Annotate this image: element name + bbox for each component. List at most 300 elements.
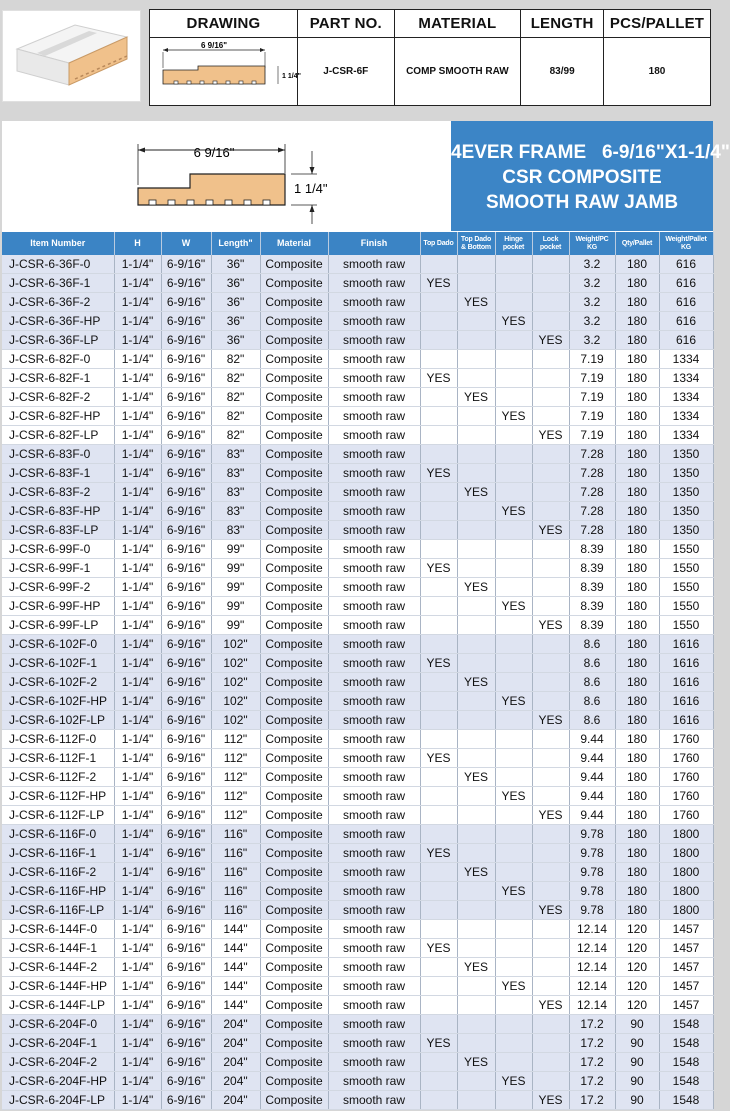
cell-finish: smooth raw — [328, 692, 420, 711]
cell-h: 1-1/4" — [114, 578, 161, 597]
table-row — [2, 1053, 713, 1072]
jamb-profile-small — [150, 38, 302, 102]
cell-material: Composite — [260, 331, 328, 350]
cell-material: Composite — [260, 749, 328, 768]
cell-top-dado-bottom — [457, 407, 495, 426]
cell-item-number: J-CSR-6-83F-0 — [2, 445, 114, 464]
cell-finish: smooth raw — [328, 1091, 420, 1110]
cell-hinge-pocket — [495, 559, 532, 578]
cell-qty-pallet: 90 — [615, 1034, 659, 1053]
cell-weight-pc: 7.19 — [569, 407, 615, 426]
cell-weight-pallet: 1616 — [659, 673, 713, 692]
cell-weight-pallet: 1350 — [659, 521, 713, 540]
cell-qty-pallet: 180 — [615, 787, 659, 806]
cell-hinge-pocket — [495, 1091, 532, 1110]
cell-weight-pallet: 1616 — [659, 711, 713, 730]
cell-lock-pocket — [532, 388, 569, 407]
cell-h: 1-1/4" — [114, 863, 161, 882]
cell-weight-pc: 17.2 — [569, 1053, 615, 1072]
cell-w: 6-9/16" — [161, 369, 211, 388]
cell-weight-pc: 9.78 — [569, 901, 615, 920]
cell-hinge-pocket — [495, 369, 532, 388]
cell-item-number: J-CSR-6-144F-2 — [2, 958, 114, 977]
cell-item-number: J-CSR-6-83F-2 — [2, 483, 114, 502]
spec-part-no: J-CSR-6F — [297, 38, 394, 106]
cell-top-dado — [420, 673, 457, 692]
cell-weight-pc: 8.39 — [569, 597, 615, 616]
cell-top-dado-bottom — [457, 616, 495, 635]
cell-finish: smooth raw — [328, 787, 420, 806]
cell-item-number: J-CSR-6-102F-1 — [2, 654, 114, 673]
cell-item-number: J-CSR-6-36F-2 — [2, 293, 114, 312]
cell-qty-pallet: 180 — [615, 673, 659, 692]
jamb-profile-large — [2, 121, 450, 231]
cell-finish: smooth raw — [328, 844, 420, 863]
cell-hinge-pocket — [495, 939, 532, 958]
product-title-line-1: 4EVER FRAME 6-9/16"X1-1/4" — [451, 142, 730, 163]
cell-qty-pallet: 180 — [615, 331, 659, 350]
cell-h: 1-1/4" — [114, 939, 161, 958]
cell-material: Composite — [260, 1034, 328, 1053]
cell-length: 102" — [211, 673, 260, 692]
col-length: Length" — [211, 232, 260, 255]
cell-lock-pocket: YES — [532, 331, 569, 350]
cell-lock-pocket — [532, 1072, 569, 1091]
cell-material: Composite — [260, 882, 328, 901]
cell-hinge-pocket: YES — [495, 882, 532, 901]
cell-weight-pallet: 1334 — [659, 350, 713, 369]
cell-lock-pocket — [532, 502, 569, 521]
cell-h: 1-1/4" — [114, 312, 161, 331]
cell-hinge-pocket — [495, 920, 532, 939]
col-qty-pallet: Qty/Pallet — [615, 232, 659, 255]
cell-lock-pocket — [532, 578, 569, 597]
cell-lock-pocket — [532, 787, 569, 806]
spec-header-material: MATERIAL — [394, 10, 521, 38]
cell-w: 6-9/16" — [161, 559, 211, 578]
cell-top-dado-bottom — [457, 597, 495, 616]
cell-lock-pocket — [532, 958, 569, 977]
cell-finish: smooth raw — [328, 426, 420, 445]
cell-length: 144" — [211, 958, 260, 977]
cell-item-number: J-CSR-6-204F-LP — [2, 1091, 114, 1110]
cell-qty-pallet: 180 — [615, 825, 659, 844]
cell-top-dado-bottom — [457, 977, 495, 996]
cell-weight-pc: 7.28 — [569, 483, 615, 502]
cell-weight-pc: 3.2 — [569, 255, 615, 274]
cell-length: 144" — [211, 939, 260, 958]
cell-qty-pallet: 90 — [615, 1091, 659, 1110]
cell-w: 6-9/16" — [161, 654, 211, 673]
cell-finish: smooth raw — [328, 939, 420, 958]
cell-weight-pallet: 1760 — [659, 749, 713, 768]
cell-top-dado — [420, 255, 457, 274]
cell-qty-pallet: 180 — [615, 559, 659, 578]
cell-length: 36" — [211, 312, 260, 331]
cell-qty-pallet: 180 — [615, 692, 659, 711]
cell-h: 1-1/4" — [114, 521, 161, 540]
cell-lock-pocket — [532, 255, 569, 274]
cell-item-number: J-CSR-6-144F-1 — [2, 939, 114, 958]
col-lock-pocket: Lock pocket — [532, 232, 569, 255]
cell-qty-pallet: 180 — [615, 711, 659, 730]
cell-length: 99" — [211, 540, 260, 559]
cell-weight-pc: 12.14 — [569, 958, 615, 977]
cell-w: 6-9/16" — [161, 882, 211, 901]
cell-weight-pc: 7.28 — [569, 521, 615, 540]
cell-w: 6-9/16" — [161, 1091, 211, 1110]
cell-weight-pallet: 1457 — [659, 920, 713, 939]
cell-top-dado — [420, 882, 457, 901]
cell-item-number: J-CSR-6-116F-1 — [2, 844, 114, 863]
cell-finish: smooth raw — [328, 730, 420, 749]
cell-top-dado-bottom: YES — [457, 673, 495, 692]
cell-hinge-pocket — [495, 1053, 532, 1072]
cell-qty-pallet: 120 — [615, 958, 659, 977]
cell-length: 204" — [211, 1072, 260, 1091]
cell-length: 83" — [211, 445, 260, 464]
cell-hinge-pocket: YES — [495, 407, 532, 426]
cell-w: 6-9/16" — [161, 255, 211, 274]
cell-qty-pallet: 180 — [615, 540, 659, 559]
cell-finish: smooth raw — [328, 673, 420, 692]
cell-item-number: J-CSR-6-36F-LP — [2, 331, 114, 350]
cell-material: Composite — [260, 388, 328, 407]
cell-weight-pc: 12.14 — [569, 920, 615, 939]
cell-hinge-pocket — [495, 483, 532, 502]
cell-weight-pc: 12.14 — [569, 977, 615, 996]
cell-material: Composite — [260, 521, 328, 540]
cell-top-dado-bottom — [457, 996, 495, 1015]
cell-hinge-pocket: YES — [495, 312, 532, 331]
cell-weight-pallet: 616 — [659, 331, 713, 350]
cell-weight-pallet: 1800 — [659, 825, 713, 844]
cell-w: 6-9/16" — [161, 426, 211, 445]
col-weight-pallet: Weight/Pallet KG — [659, 232, 713, 255]
cell-material: Composite — [260, 426, 328, 445]
cell-h: 1-1/4" — [114, 749, 161, 768]
cell-top-dado — [420, 901, 457, 920]
cell-lock-pocket — [532, 692, 569, 711]
cell-weight-pallet: 1550 — [659, 559, 713, 578]
table-row — [2, 654, 713, 673]
cell-material: Composite — [260, 1091, 328, 1110]
cell-w: 6-9/16" — [161, 274, 211, 293]
cell-lock-pocket: YES — [532, 806, 569, 825]
cell-h: 1-1/4" — [114, 635, 161, 654]
cell-item-number: J-CSR-6-112F-0 — [2, 730, 114, 749]
cell-material: Composite — [260, 996, 328, 1015]
cell-top-dado — [420, 1053, 457, 1072]
cell-weight-pc: 17.2 — [569, 1091, 615, 1110]
cell-item-number: J-CSR-6-36F-0 — [2, 255, 114, 274]
cell-top-dado — [420, 293, 457, 312]
cell-w: 6-9/16" — [161, 939, 211, 958]
spec-length: 83/99 — [521, 38, 604, 106]
cell-top-dado — [420, 1015, 457, 1034]
cell-hinge-pocket: YES — [495, 597, 532, 616]
cell-hinge-pocket — [495, 445, 532, 464]
cell-h: 1-1/4" — [114, 369, 161, 388]
cell-finish: smooth raw — [328, 350, 420, 369]
cell-top-dado-bottom — [457, 502, 495, 521]
cell-lock-pocket — [532, 1053, 569, 1072]
cell-weight-pc: 8.39 — [569, 616, 615, 635]
cell-length: 83" — [211, 483, 260, 502]
cell-lock-pocket: YES — [532, 1091, 569, 1110]
cell-weight-pc: 9.44 — [569, 730, 615, 749]
cell-top-dado-bottom — [457, 274, 495, 293]
cell-w: 6-9/16" — [161, 502, 211, 521]
cell-weight-pallet: 1548 — [659, 1015, 713, 1034]
cell-h: 1-1/4" — [114, 901, 161, 920]
cell-weight-pc: 17.2 — [569, 1072, 615, 1091]
cell-finish: smooth raw — [328, 635, 420, 654]
cell-finish: smooth raw — [328, 768, 420, 787]
cell-hinge-pocket — [495, 825, 532, 844]
cell-top-dado — [420, 806, 457, 825]
cell-hinge-pocket — [495, 749, 532, 768]
table-row — [2, 331, 713, 350]
cell-h: 1-1/4" — [114, 559, 161, 578]
col-w: W — [161, 232, 211, 255]
cell-item-number: J-CSR-6-99F-2 — [2, 578, 114, 597]
cell-top-dado: YES — [420, 844, 457, 863]
cell-top-dado — [420, 1072, 457, 1091]
cell-top-dado-bottom — [457, 1015, 495, 1034]
cell-top-dado: YES — [420, 749, 457, 768]
cell-length: 83" — [211, 521, 260, 540]
cell-top-dado: YES — [420, 1034, 457, 1053]
cell-weight-pc: 8.6 — [569, 692, 615, 711]
cell-w: 6-9/16" — [161, 293, 211, 312]
cell-weight-pallet: 1457 — [659, 958, 713, 977]
cell-qty-pallet: 180 — [615, 350, 659, 369]
cell-top-dado-bottom — [457, 635, 495, 654]
cell-qty-pallet: 180 — [615, 293, 659, 312]
cell-material: Composite — [260, 863, 328, 882]
table-row — [2, 1015, 713, 1034]
cell-finish: smooth raw — [328, 749, 420, 768]
cell-top-dado-bottom — [457, 882, 495, 901]
cell-finish: smooth raw — [328, 806, 420, 825]
cell-hinge-pocket — [495, 711, 532, 730]
cell-lock-pocket — [532, 768, 569, 787]
cell-top-dado — [420, 312, 457, 331]
cell-length: 82" — [211, 426, 260, 445]
cell-w: 6-9/16" — [161, 977, 211, 996]
cell-w: 6-9/16" — [161, 407, 211, 426]
cell-finish: smooth raw — [328, 825, 420, 844]
table-row — [2, 540, 713, 559]
table-row — [2, 388, 713, 407]
cell-length: 112" — [211, 806, 260, 825]
cell-lock-pocket — [532, 274, 569, 293]
cell-h: 1-1/4" — [114, 768, 161, 787]
cell-item-number: J-CSR-6-112F-HP — [2, 787, 114, 806]
cell-top-dado — [420, 787, 457, 806]
cell-finish: smooth raw — [328, 1072, 420, 1091]
cell-weight-pallet: 1334 — [659, 407, 713, 426]
cell-material: Composite — [260, 692, 328, 711]
cell-material: Composite — [260, 901, 328, 920]
cell-w: 6-9/16" — [161, 521, 211, 540]
cell-item-number: J-CSR-6-82F-LP — [2, 426, 114, 445]
cell-qty-pallet: 180 — [615, 749, 659, 768]
cell-h: 1-1/4" — [114, 1034, 161, 1053]
cell-h: 1-1/4" — [114, 483, 161, 502]
cell-length: 99" — [211, 559, 260, 578]
cell-hinge-pocket — [495, 464, 532, 483]
cell-material: Composite — [260, 939, 328, 958]
cell-weight-pallet: 1548 — [659, 1034, 713, 1053]
cell-top-dado — [420, 692, 457, 711]
cell-material: Composite — [260, 673, 328, 692]
table-row — [2, 920, 713, 939]
cell-finish: smooth raw — [328, 274, 420, 293]
table-row — [2, 464, 713, 483]
cell-weight-pc: 7.19 — [569, 388, 615, 407]
cell-material: Composite — [260, 464, 328, 483]
cell-weight-pc: 9.78 — [569, 825, 615, 844]
cell-weight-pc: 8.39 — [569, 540, 615, 559]
cell-lock-pocket — [532, 749, 569, 768]
cell-w: 6-9/16" — [161, 749, 211, 768]
cell-finish: smooth raw — [328, 863, 420, 882]
cell-h: 1-1/4" — [114, 1091, 161, 1110]
cell-hinge-pocket — [495, 996, 532, 1015]
cell-item-number: J-CSR-6-102F-2 — [2, 673, 114, 692]
cell-weight-pc: 9.44 — [569, 749, 615, 768]
cell-lock-pocket — [532, 1015, 569, 1034]
cell-item-number: J-CSR-6-116F-2 — [2, 863, 114, 882]
cell-material: Composite — [260, 483, 328, 502]
cell-weight-pallet: 1457 — [659, 939, 713, 958]
cell-w: 6-9/16" — [161, 825, 211, 844]
cell-item-number: J-CSR-6-99F-0 — [2, 540, 114, 559]
cell-top-dado — [420, 920, 457, 939]
cell-weight-pc: 7.19 — [569, 369, 615, 388]
cell-top-dado-bottom: YES — [457, 768, 495, 787]
cell-qty-pallet: 180 — [615, 578, 659, 597]
cell-lock-pocket — [532, 730, 569, 749]
cell-weight-pallet: 1760 — [659, 768, 713, 787]
cell-material: Composite — [260, 730, 328, 749]
spec-drawing — [150, 38, 302, 106]
cell-hinge-pocket — [495, 331, 532, 350]
cell-w: 6-9/16" — [161, 331, 211, 350]
cell-length: 144" — [211, 996, 260, 1015]
cell-h: 1-1/4" — [114, 654, 161, 673]
cell-qty-pallet: 180 — [615, 502, 659, 521]
cell-top-dado-bottom — [457, 331, 495, 350]
spec-drawing-height: 1 1/4" — [282, 73, 302, 80]
cell-material: Composite — [260, 768, 328, 787]
cell-top-dado-bottom — [457, 350, 495, 369]
cell-item-number: J-CSR-6-83F-HP — [2, 502, 114, 521]
cell-item-number: J-CSR-6-83F-1 — [2, 464, 114, 483]
cell-item-number: J-CSR-6-102F-HP — [2, 692, 114, 711]
cell-hinge-pocket — [495, 540, 532, 559]
cell-h: 1-1/4" — [114, 882, 161, 901]
table-row — [2, 616, 713, 635]
cell-weight-pc: 9.78 — [569, 863, 615, 882]
cell-material: Composite — [260, 255, 328, 274]
cell-top-dado — [420, 331, 457, 350]
cell-top-dado-bottom — [457, 464, 495, 483]
cell-weight-pallet: 616 — [659, 274, 713, 293]
cell-length: 116" — [211, 863, 260, 882]
cell-weight-pallet: 1800 — [659, 901, 713, 920]
cell-length: 83" — [211, 502, 260, 521]
cell-w: 6-9/16" — [161, 578, 211, 597]
cell-w: 6-9/16" — [161, 958, 211, 977]
cell-weight-pallet: 616 — [659, 293, 713, 312]
cell-w: 6-9/16" — [161, 540, 211, 559]
cell-weight-pc: 7.19 — [569, 426, 615, 445]
cell-hinge-pocket: YES — [495, 692, 532, 711]
cell-top-dado-bottom — [457, 749, 495, 768]
cell-h: 1-1/4" — [114, 293, 161, 312]
cell-w: 6-9/16" — [161, 673, 211, 692]
cell-w: 6-9/16" — [161, 901, 211, 920]
cell-top-dado-bottom — [457, 559, 495, 578]
table-row — [2, 426, 713, 445]
cell-weight-pallet: 1616 — [659, 654, 713, 673]
cell-top-dado-bottom — [457, 806, 495, 825]
spec-drawing-width: 6 9/16" — [201, 41, 228, 50]
cell-length: 102" — [211, 711, 260, 730]
cell-w: 6-9/16" — [161, 312, 211, 331]
cell-h: 1-1/4" — [114, 996, 161, 1015]
cell-item-number: J-CSR-6-112F-1 — [2, 749, 114, 768]
cell-finish: smooth raw — [328, 996, 420, 1015]
cell-weight-pc: 8.6 — [569, 673, 615, 692]
cell-weight-pc: 9.44 — [569, 787, 615, 806]
cell-weight-pallet: 1760 — [659, 787, 713, 806]
cell-w: 6-9/16" — [161, 711, 211, 730]
cell-qty-pallet: 180 — [615, 882, 659, 901]
table-row — [2, 578, 713, 597]
cell-finish: smooth raw — [328, 464, 420, 483]
cell-top-dado — [420, 445, 457, 464]
cell-material: Composite — [260, 977, 328, 996]
cell-length: 36" — [211, 331, 260, 350]
cell-lock-pocket — [532, 350, 569, 369]
cell-lock-pocket — [532, 863, 569, 882]
cell-hinge-pocket — [495, 388, 532, 407]
cell-top-dado-bottom — [457, 939, 495, 958]
cell-w: 6-9/16" — [161, 483, 211, 502]
cell-qty-pallet: 180 — [615, 635, 659, 654]
product-title — [451, 121, 730, 231]
cell-weight-pc: 7.28 — [569, 464, 615, 483]
cell-item-number: J-CSR-6-112F-LP — [2, 806, 114, 825]
cell-lock-pocket — [532, 559, 569, 578]
cell-w: 6-9/16" — [161, 768, 211, 787]
cell-h: 1-1/4" — [114, 464, 161, 483]
cell-length: 204" — [211, 1091, 260, 1110]
cell-finish: smooth raw — [328, 369, 420, 388]
spec-header-drawing: DRAWING — [150, 10, 298, 38]
cell-top-dado-bottom — [457, 312, 495, 331]
spec-header-part-no: PART NO. — [297, 10, 394, 38]
cell-weight-pc: 8.39 — [569, 578, 615, 597]
cell-hinge-pocket — [495, 654, 532, 673]
cell-top-dado-bottom: YES — [457, 388, 495, 407]
cell-weight-pc: 7.28 — [569, 445, 615, 464]
cell-finish: smooth raw — [328, 559, 420, 578]
